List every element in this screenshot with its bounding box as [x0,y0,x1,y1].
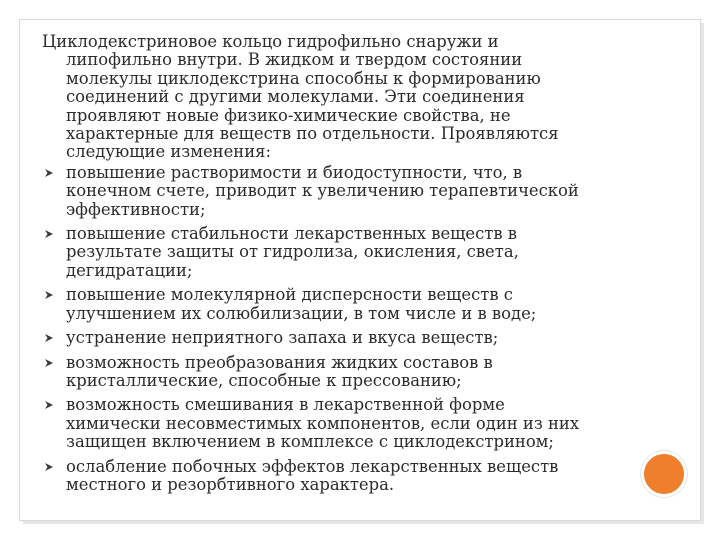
frame-shadow-right [701,23,704,523]
list-item [42,396,602,451]
arrowhead-bullet-icon [43,396,55,414]
arrowhead-bullet-icon [43,354,55,372]
arrowhead-bullet-icon [43,329,55,347]
list-item [42,354,602,391]
list-item [42,329,602,347]
frame-shadow-bottom [23,521,704,524]
list-item [42,458,602,495]
bullet-text: повышение стабильности лекарственных веществ в результате защиты от гидролиза, окисления, света, дегидратации; [66,224,519,280]
arrowhead-bullet-icon [43,164,55,182]
list-item [42,286,602,323]
arrowhead-bullet-icon [43,286,55,304]
arrowhead-bullet-icon [43,458,55,476]
bullet-text: возможность преобразования жидких составов в кристаллические, способные к прессованию; [66,352,493,390]
list-item [42,164,602,219]
list-item [42,225,602,280]
bullet-text: ослабление побочных эффектов лекарственных веществ местного и резорбтивного характера. [66,456,559,494]
bullet-text: повышение молекулярной дисперсности веществ с улучшением их солюбилизации, в том числе и в воде; [66,285,537,323]
bullet-text: возможность смешивания в лекарственной форме химически несовместимых компонентов, если один из них защищен включением в комплексе с циклодекстрином; [66,395,580,452]
bullet-list [42,164,602,495]
arrowhead-bullet-icon [43,225,55,243]
orange-circle-decoration [641,451,687,497]
bullet-text: повышение растворимости и биодоступности, что, в конечном счете, приводит к увеличению терапевтической эффективности; [66,162,579,219]
bullet-text: устранение неприятного запаха и вкуса веществ; [66,328,499,348]
slide-content [42,33,602,500]
intro-paragraph: Циклодекстриновое кольцо гидрофильно снаружи и липофильно внутри. В жидком и твердом состоянии молекулы циклодекстрина способны к формированию соединений с другими молекулами. Эти соединения проявляют новые физико-химические свойства, не характерные для веществ по отдельности. Проявляются следующие изменения: [42,32,559,162]
